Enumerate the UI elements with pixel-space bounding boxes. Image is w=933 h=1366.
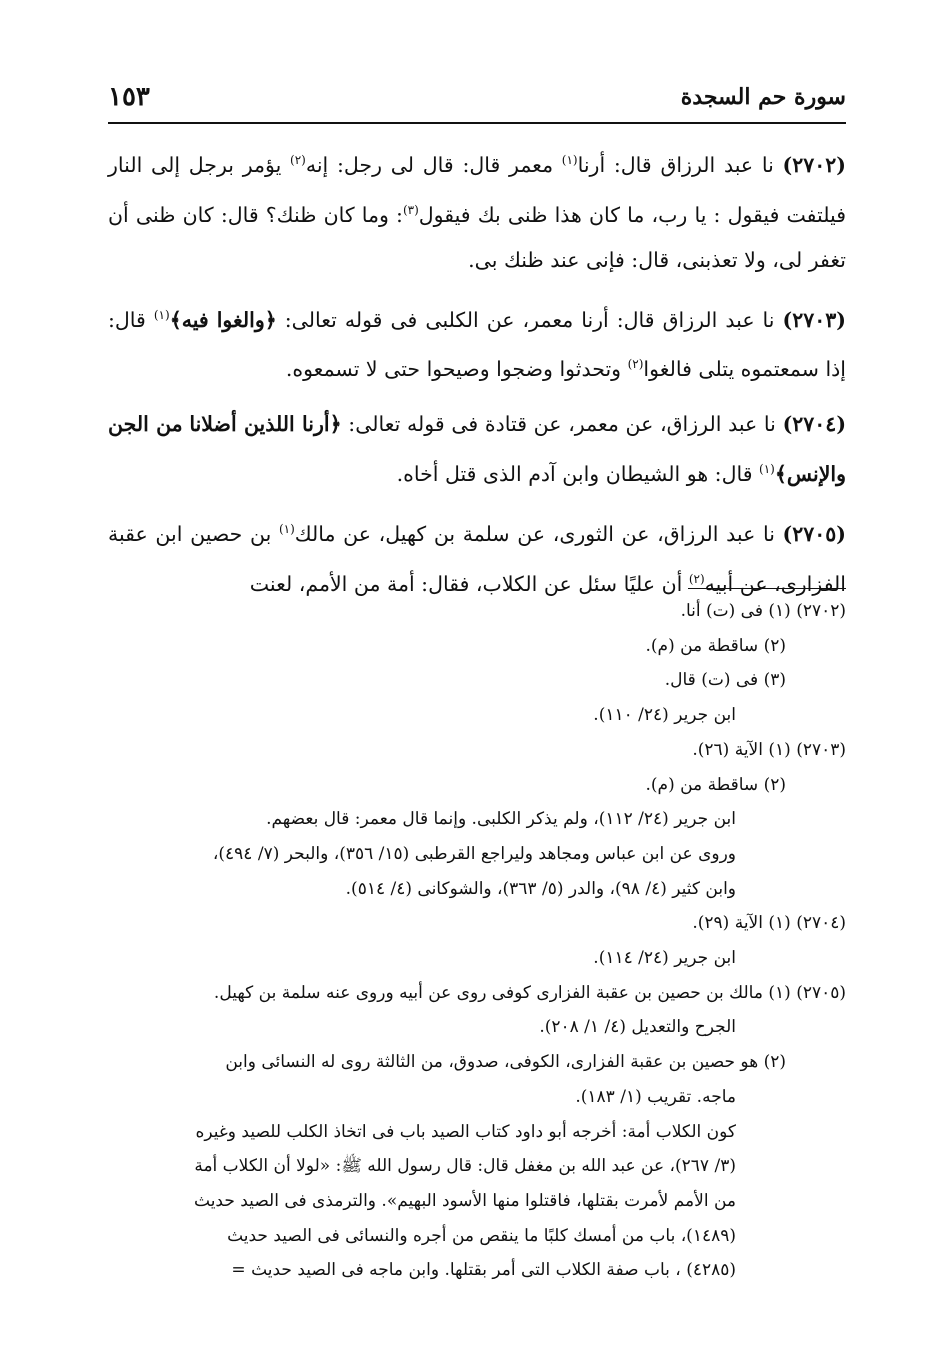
hadith-paragraph <box>108 507 846 607</box>
hadith-number: (٢٧٠٥) <box>782 521 846 546</box>
footnote-line: (٣/ ٢٦٧)، عن عبد الله بن مغفل قال: قال رسول الله ﷺ: «لولا أن الكلاب أمة <box>194 1156 736 1177</box>
footnote-line: وروى عن ابن عباس ومجاهد وليراجع القرطبى (١٥/ ٣٥٦)، والبحر (٧/ ٤٩٤)، <box>212 843 736 864</box>
footnote-line: (٢) ساقطة من (م). <box>645 635 786 656</box>
quran-quote: من الجن والإنس﴾ <box>108 412 846 487</box>
footnote-line: ماجه. تقريب (١/ ١٨٣). <box>575 1086 736 1107</box>
surah-title: سورة حم السجدة <box>680 84 846 110</box>
quran-quote: فيه﴾ <box>169 307 209 332</box>
text-segment: نا عبد الرزاق، عن الثورى، عن سلمة بن كهيل، عن مالك <box>294 521 783 546</box>
text-segment: قال: هو الشيطان وابن آدم الذى قتل أخاه. <box>396 462 760 487</box>
footnotes-divider <box>688 588 846 589</box>
text-segment: وتحدثوا وضجوا وصيحوا حتى لا تسمعوه. <box>285 357 628 382</box>
footnote-line: (٤٢٨٥) ، باب صفة الكلاب التى أمر بقتلها. وابن ماجه فى الصيد حديث = <box>231 1260 736 1281</box>
quran-quote: ﴿والغوا <box>216 307 277 332</box>
text-segment: كان ظنى أن تغفر لى، ولا تعذبنى، قال: فإنى عند ظنك بى. <box>108 202 846 272</box>
text-segment: إلى النار فيلتفت فيقول : يا رب، ما كان هذا ظنى بك فيقول <box>108 152 846 227</box>
footnote-ref: (١) <box>759 462 775 477</box>
footnote-line: (٢) هو حصين بن عقبة الفزارى، الكوفى، صدوق، من الثالثة روى له النسائى وابن <box>225 1052 786 1073</box>
page-header <box>108 82 846 122</box>
footnote-line: (٣) فى (ت) قال. <box>664 670 786 691</box>
footnote-line: ابن جرير (٢٤/ ١١٤). <box>593 948 736 969</box>
text-segment: يؤمر برجل <box>188 152 291 177</box>
footnote-ref: (٢) <box>688 571 705 586</box>
footnote-line: (١٤٨٩)، باب من أمسك كلبًا ما ينقص من أجره والنسائى فى الصيد حديث <box>227 1225 736 1246</box>
text-segment: قال: إذا سمعتموه يتلى فالغوا <box>108 307 846 382</box>
footnote-line: كون الكلاب أمة: أخرجه أبو داود كتاب الصيد باب فى اتخاذ الكلب للصيد وغيره <box>195 1121 736 1142</box>
hadith-number: (٢٧٠٢) <box>782 152 846 177</box>
text-segment: نا عبد الرزاق، عن معمر، عن قتادة فى قوله تعالى: <box>341 412 783 437</box>
main-text <box>108 138 846 617</box>
footnote-line: من الأمم لأمرت بقتلها، فاقتلوا منها الأسود البهيم». والترمذى فى الصيد حديث <box>194 1190 736 1211</box>
hadith-paragraph <box>108 138 846 283</box>
text-segment: أن عليًا سئل عن الكلاب، فقال: أمة من الأمم، لعنت <box>249 571 689 596</box>
footnote-line: وابن كثير (٤/ ٩٨)، والدر (٥/ ٣٦٣)، والشوكانى (٤/ ٥١٤). <box>345 878 736 899</box>
footnote-line: (٢٧٠٣) (١) الآية (٢٦). <box>692 739 846 760</box>
hadith-number: (٢٧٠٣) <box>782 307 846 332</box>
text-segment: بن حصين <box>190 521 279 546</box>
text-segment: : وما كان ظنك؟ قال: <box>220 202 403 227</box>
hadith-paragraph <box>108 402 846 497</box>
footnote-ref: (٢) <box>627 357 644 372</box>
footnote-line: (٢٧٠٥) (١) مالك بن حصين بن عقبة الفزارى كوفى روى عن أبيه وروى عنه سلمة بن كهيل. <box>213 982 846 1003</box>
footnote-ref: (١) <box>278 522 295 537</box>
footnote-line: الجرح والتعديل (٤/ ١/ ٢٠٨). <box>539 1017 736 1038</box>
text-segment: نا عبد الرزاق قال: أرنا <box>577 152 783 177</box>
text-segment: نا عبد الرزاق قال: أرنا معمر، عن الكلبى فى قوله تعالى: <box>276 307 783 332</box>
footnote-line: ابن جرير (٢٤/ ١١٠). <box>593 705 736 726</box>
footnote-ref: (٣) <box>402 202 419 217</box>
footnote-ref: (٢) <box>290 153 306 167</box>
hadith-paragraph <box>108 293 846 393</box>
quran-quote: ﴿أرنا اللذين أضلانا <box>189 412 342 437</box>
footnote-line: (٢٧٠٢) (١) فى (ت) أنا. <box>680 601 846 621</box>
header-divider <box>108 122 846 124</box>
footnote-ref: (١) <box>561 153 578 167</box>
text-segment: ابن عقبة الفزارى، عن أبيه <box>108 521 846 596</box>
footnote-line: (٢٧٠٤) (١) الآية (٢٩). <box>692 913 846 934</box>
hadith-number: (٢٧٠٤) <box>782 412 847 437</box>
page-number: ١٥٣ <box>108 82 150 112</box>
footnotes <box>104 594 846 1288</box>
footnote-line: (٢) ساقطة من (م). <box>645 774 786 795</box>
footnote-ref: (١) <box>153 307 170 322</box>
text-segment: معمر قال: قال لى رجل: إنه <box>305 152 562 177</box>
footnote-line: ابن جرير (٢٤/ ١١٢)، ولم يذكر الكلبى. وإنما قال معمر: قال بعضهم. <box>266 809 736 830</box>
